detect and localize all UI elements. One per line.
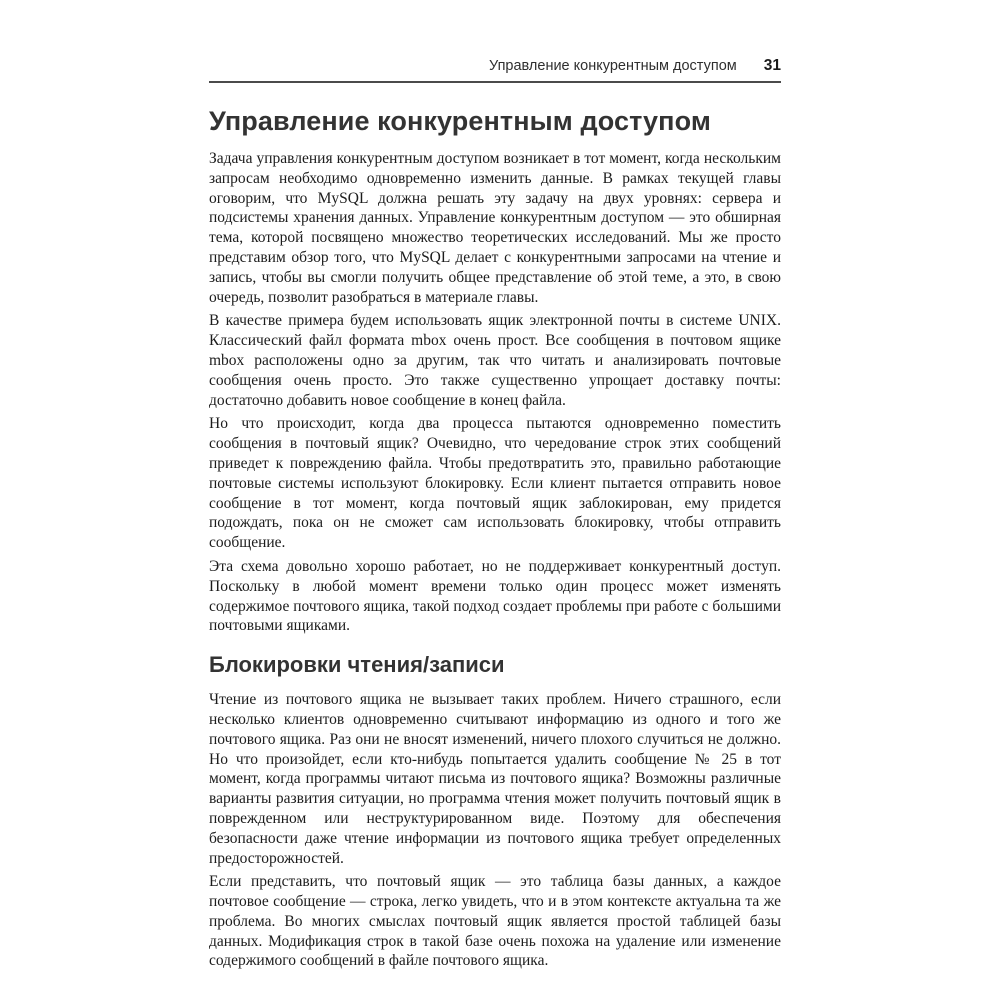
section-title: Блокировки чтения/записи	[209, 652, 505, 678]
page-content	[209, 0, 781, 975]
intro-paragraph-1: Задача управления конкурентным доступом возникает в тот момент, когда нескольким запросам необходимо одновременно изменить данные. В рамках текущей главы оговорим, что MySQL должна решать эту задачу на двух уровнях: сервера и подсистемы хранения данных. Управление конкурентным доступом — это обширная тема, которой посвящено множество теоретических исследований. Мы же просто представим обзор того, что MySQL делает с конкурентными запросами на чтение и запись, чтобы вы смогли получить общее представление об этой теме, а это, в свою очередь, позволит разобраться в материале главы.	[209, 150, 781, 306]
section-paragraph-1: Чтение из почтового ящика не вызывает таких проблем. Ничего страшного, если несколько клиентов одновременно считывают информацию из одного и того же почтового ящика. Раз они не вносят изменений, ничего плохого случиться не должно. Но что произойдет, если кто-нибудь попытается удалить сообщение № 25 в тот момент, когда программы читают письма из почтового ящика? Возможны различные варианты развития ситуации, но программа чтения может получить почтовый ящик в поврежденном или неструктурированном виде. Поэтому для обеспечения безопасности даже чтение информации из почтового ящика требует определенных предосторожностей.	[209, 691, 781, 867]
chapter-title: Управление конкурентным доступом	[209, 106, 711, 136]
intro-paragraph-2: В качестве примера будем использовать ящик электронной почты в системе UNIX. Классический файл формата mbox очень прост. Все сообщения в почтовом ящике mbox расположены одно за другим, так что читать и анализировать почтовые сообщения очень просто. Это также существенно упрощает доставку почты: достаточно добавить новое сообщение в конец файла.	[209, 312, 781, 409]
intro-paragraph-3: Но что происходит, когда два процесса пытаются одновременно поместить сообщения в почтовый ящик? Очевидно, что чередование строк этих сообщений приведет к повреждению файла. Чтобы предотвратить это, правильно работающие почтовые системы используют блокировку. Если клиент пытается отправить новое сообщение в тот момент, когда почтовый ящик заблокирован, ему придется подождать, пока он не сможет сам использовать блокировку, чтобы отправить сообщение.	[209, 415, 781, 552]
intro-paragraph-4: Эта схема довольно хорошо работает, но не поддерживает конкурентный доступ. Поскольку в любой момент времени только один процесс может изменять содержимое почтового ящика, такой подход создает проблемы при работе с большими почтовыми ящиками.	[209, 557, 781, 635]
section-paragraph-2: Если представить, что почтовый ящик — это таблица базы данных, а каждое почтовое сообщение — строка, легко увидеть, что и в этом контексте актуальна та же проблема. Во многих смыслах почтовый ящик является простой таблицей базы данных. Модификация строк в такой базе очень похожа на удаление или изменение содержимого сообщений в файле почтового ящика.	[209, 873, 781, 970]
page-number: 31	[763, 57, 781, 74]
running-header-title: Управление конкурентным доступом	[489, 58, 737, 74]
running-header	[209, 57, 781, 83]
